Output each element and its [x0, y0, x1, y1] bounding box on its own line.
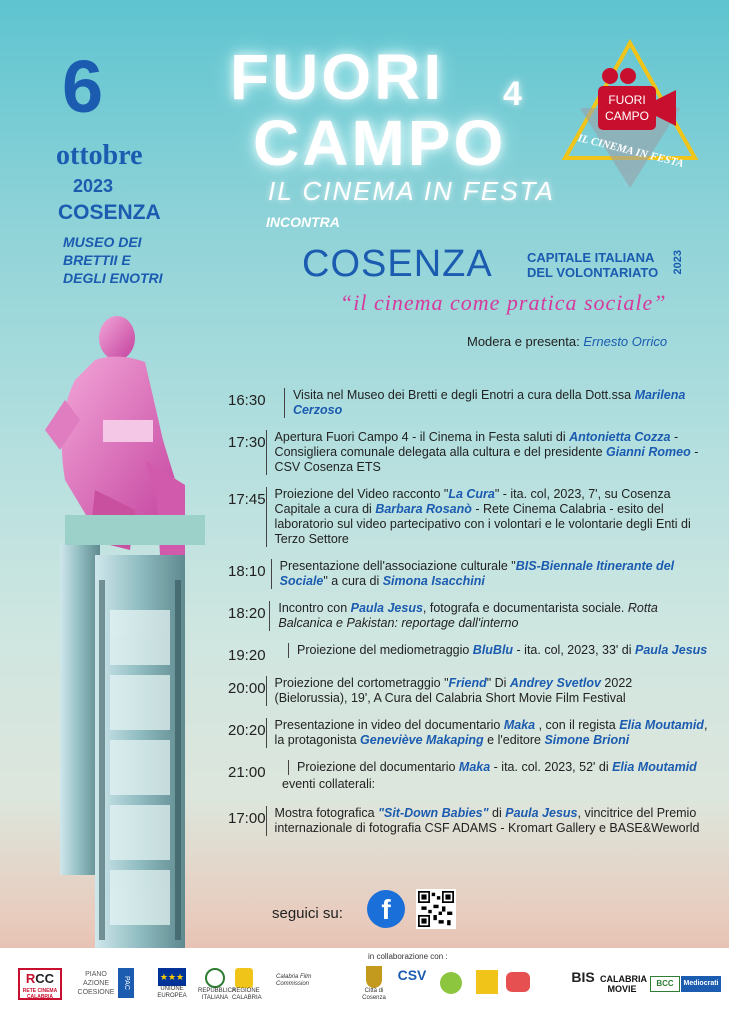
schedule-time: 19:20 — [228, 647, 266, 664]
capitale-city: COSENZA — [302, 243, 493, 285]
footer — [0, 948, 729, 1024]
date-day: 6 — [62, 45, 102, 128]
facebook-icon[interactable]: f — [367, 890, 405, 928]
schedule-row — [228, 643, 708, 664]
logo-citta-cosenza: Città di Cosenza — [360, 966, 388, 1002]
collateral-schedule — [228, 806, 708, 836]
logo-partner-3 — [506, 972, 530, 992]
logo-rete-cinema-calabria: RCC RETE CINEMA CALABRIA — [18, 968, 62, 1000]
schedule-time: 20:20 — [228, 722, 266, 739]
capitale-year: 2023 — [672, 250, 684, 275]
schedule-time: 18:10 — [228, 563, 266, 580]
schedule-description: Proiezione del cortometraggio "Friend" Di Andrey Svetlov 2022 (Bielorussia), 19', A Cura del Calabria Short Movie Film Festival — [266, 676, 708, 706]
schedule-description: Proiezione del documentario Maka - ita. col. 2023, 52' di Elia Moutamid — [288, 760, 697, 775]
logo-calabria-movie: CALABRIA MOVIE — [600, 974, 647, 994]
modera-name: Ernesto Orrico — [583, 334, 668, 349]
logo-bcc: BCC — [650, 976, 680, 992]
logo-line2: CAMPO — [604, 109, 650, 123]
logo-film-commission: Calabria Film Commission — [276, 974, 312, 987]
schedule-time: 20:00 — [228, 680, 266, 697]
festival-logo — [560, 38, 700, 188]
venue: MUSEO DEI BRETTII E DEGLI ENOTRI — [63, 234, 163, 286]
logo-bis: BIS — [571, 969, 595, 985]
schedule-row — [228, 676, 708, 706]
schedule-time: 18:20 — [228, 605, 266, 622]
date-city: COSENZA — [58, 201, 161, 224]
title-edition: 4 — [503, 75, 522, 113]
collab-label: in collaborazione con : — [368, 952, 448, 961]
schedule-description: Presentazione dell'associazione culturale "BIS-Biennale Itinerante del Sociale" a cura di Simona Isacchini — [271, 559, 708, 589]
schedule-row — [228, 487, 708, 547]
logo-ue: ★★★ UNIONE EUROPEA — [150, 968, 194, 1000]
schedule-time: 17:45 — [228, 491, 266, 508]
title-subtitle: IL CINEMA IN FESTA — [268, 176, 555, 206]
logo-tagline: IL CINEMA IN FESTA — [576, 132, 685, 171]
schedule-row — [228, 806, 708, 836]
schedule-time: 21:00 — [228, 764, 266, 781]
schedule-row — [228, 559, 708, 589]
logo-csv: CSV — [397, 967, 427, 983]
schedule-description: Mostra fotografica "Sit-Down Babies" di Paula Jesus, vincitrice del Premio internazionale di fotografia CSF ADAMS - Kromart Gallery e BASE&Weworld — [266, 806, 708, 836]
logo-repubblica: REPUBBLICA ITALIANA — [198, 968, 232, 1002]
date-year: 2023 — [73, 176, 114, 196]
incontra: INCONTRA — [266, 214, 340, 230]
schedule-description: Visita nel Museo dei Bretti e degli Enotri a cura della Dott.ssa Marilena Cerzoso — [284, 388, 708, 418]
logo-pac: PAC — [118, 968, 134, 998]
quote: “il cinema come pratica sociale” — [340, 290, 667, 315]
logo-partner-2 — [476, 970, 498, 994]
statue-illustration — [35, 310, 235, 950]
capitale-line2: DEL VOLONTARIATO — [527, 265, 659, 280]
schedule-description: Apertura Fuori Campo 4 - il Cinema in Festa saluti di Antonietta Cozza - Consigliera comunale delegata alla cultura e del presidente Gianni Romeo - CSV Cosenza ETS — [266, 430, 708, 475]
schedule-row — [228, 718, 708, 748]
schedule-description: Proiezione del mediometraggio BluBlu - ita. col, 2023, 33' di Paula Jesus — [288, 643, 707, 658]
title-campo: CAMPO — [253, 107, 507, 179]
logo-regione: REGIONE CALABRIA — [232, 968, 256, 1002]
schedule-row — [228, 601, 708, 631]
schedule-description: Proiezione del Video racconto "La Cura" - ita. col, 2023, 7', su Cosenza Capitale a cura di Barbara Rosanò - Rete Cinema Calabria - esito del laboratorio sul video partecipativo con i volontari e le volontarie degli Enti di Terzo Settore — [266, 487, 708, 547]
logo-partner-1 — [436, 972, 466, 994]
logo-mediocrati: Mediocrati — [681, 976, 721, 992]
logo-pac-text: PIANO AZIONE COESIONE — [77, 971, 115, 996]
schedule-row — [228, 430, 708, 475]
schedule-description: Incontro con Paula Jesus, fotografa e documentarista sociale. Rotta Balcanica e Pakistan: reportage dall'interno — [269, 601, 708, 631]
schedule-row — [228, 388, 708, 418]
date-month: ottobre — [56, 140, 143, 171]
follow-label: seguici su: — [272, 905, 343, 922]
qr-code[interactable] — [416, 889, 456, 929]
title-fuori: FUORI — [230, 41, 445, 113]
schedule-description: Presentazione in video del documentario Maka , con il regista Elia Moutamid, la protagonista Geneviève Makaping e l'editore Simone Brioni — [266, 718, 708, 748]
modera-label: Modera e presenta: — [467, 334, 580, 349]
schedule-time: 17:30 — [228, 434, 266, 451]
schedule-time: 17:00 — [228, 810, 266, 827]
schedule — [228, 388, 708, 781]
capitale-line1: CAPITALE ITALIANA — [527, 250, 655, 265]
capitale-text — [527, 250, 658, 280]
eventi-label: eventi collaterali: — [282, 777, 376, 791]
modera — [467, 334, 667, 349]
schedule-time: 16:30 — [228, 392, 266, 409]
logo-line1: FUORI — [608, 93, 646, 107]
